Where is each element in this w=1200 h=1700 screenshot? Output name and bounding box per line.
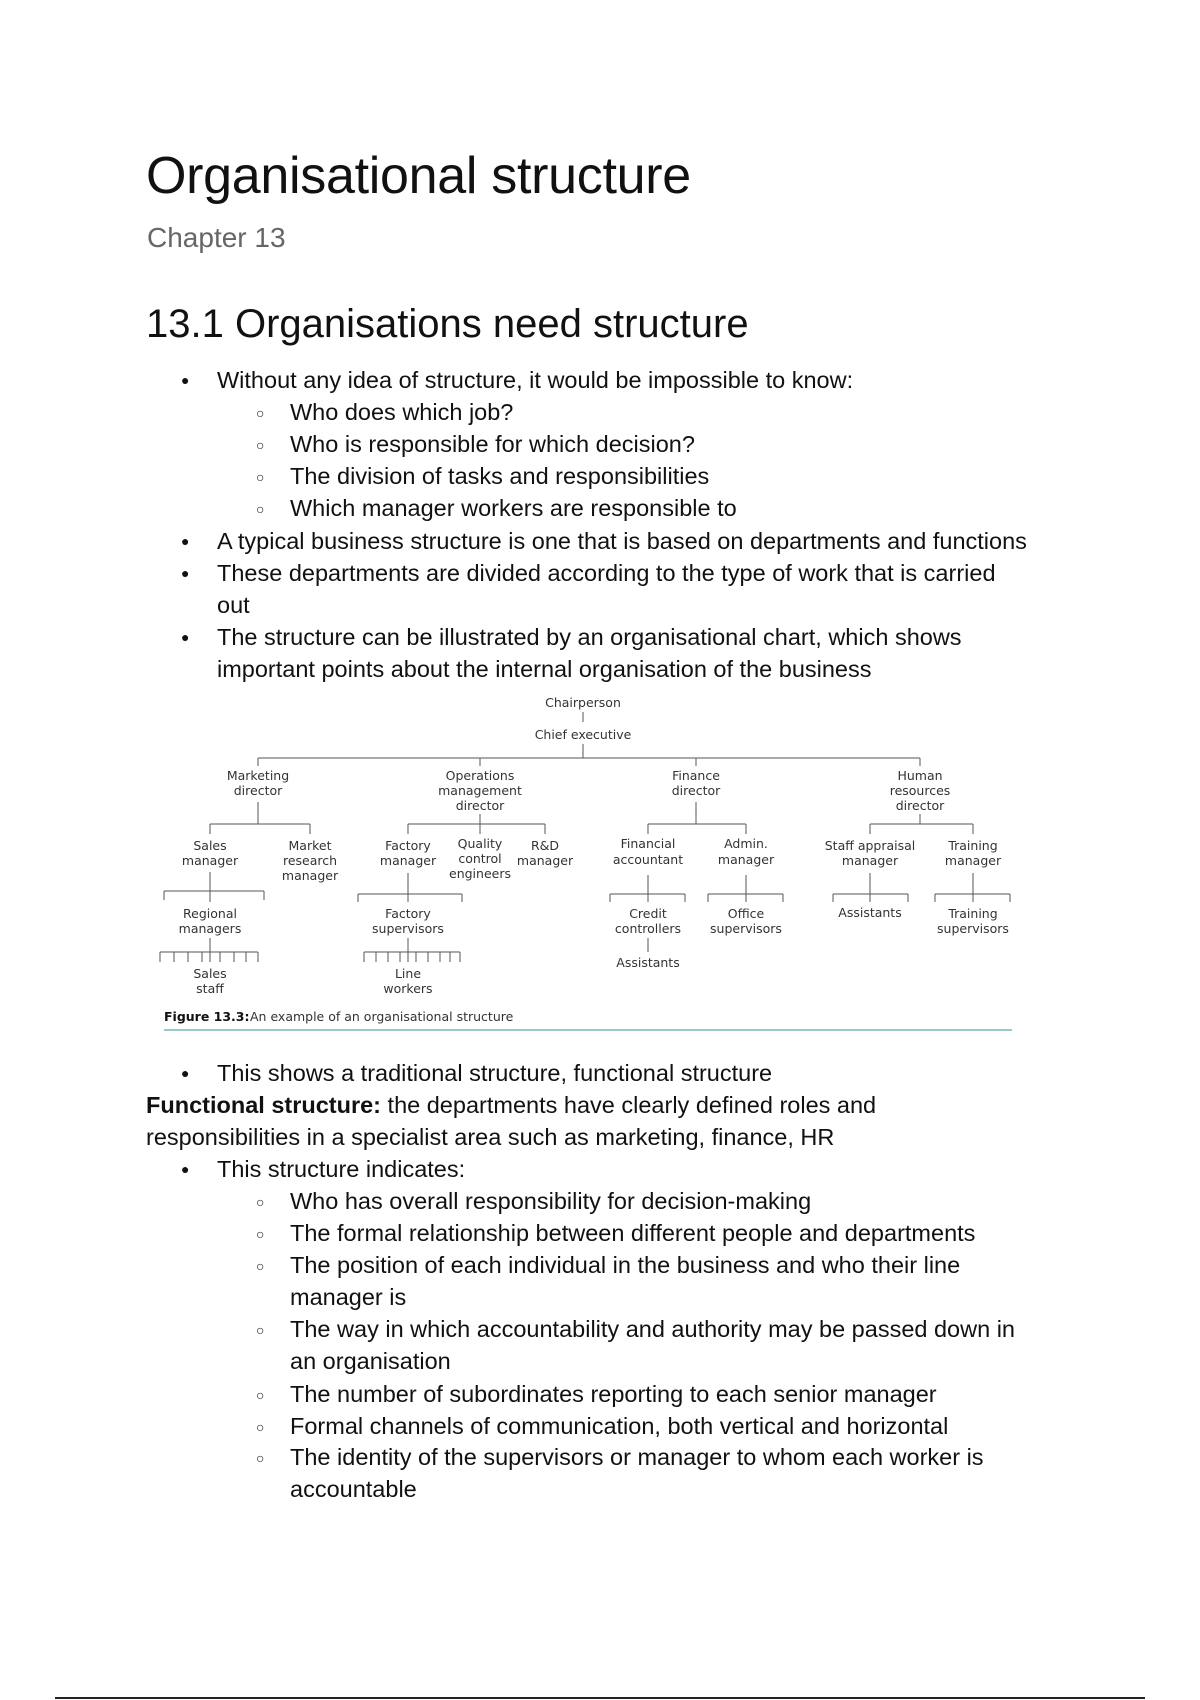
org-node-factory-manager: Factory — [385, 838, 431, 853]
list-item-continuation: out — [217, 592, 250, 618]
list-item-continuation: an organisation — [290, 1348, 451, 1374]
org-node-sales-manager: manager — [181, 853, 239, 868]
org-node-operations-director: Operations — [445, 768, 515, 783]
list-item: ○ The way in which accountability and authority may be passed down in — [290, 1313, 1015, 1345]
definition-line — [146, 1089, 876, 1121]
org-node-sales-staff: staff — [196, 981, 224, 996]
list-item-continuation: important points about the internal organisation of the business — [217, 656, 872, 682]
org-node-rd-manager: manager — [516, 853, 574, 868]
org-node-factory-supervisors: Factory — [385, 906, 431, 921]
definition-continuation: responsibilities in a specialist area such as marketing, finance, HR — [146, 1124, 835, 1150]
list-item: ○ The position of each individual in the business and who their line — [290, 1249, 960, 1281]
org-node-credit-controllers: Credit — [629, 906, 667, 921]
list-item: ● These departments are divided according to the type of work that is carried — [217, 557, 996, 589]
list-item: ○ The number of subordinates reporting to each senior manager — [290, 1378, 937, 1410]
org-node-regional-managers: managers — [178, 921, 242, 936]
footer-rule — [55, 1697, 1145, 1699]
org-node-financial-accountant: accountant — [612, 852, 684, 867]
org-node-market-research-manager: Market — [288, 838, 332, 853]
org-node-finance-director: Finance — [672, 768, 720, 783]
list-item: ● The structure can be illustrated by an organisational chart, which shows — [217, 621, 962, 653]
org-node-operations-director: management — [438, 783, 522, 798]
org-node-staff-appraisal-manager: Staff appraisal — [824, 838, 916, 853]
org-node-hr-director: resources — [889, 783, 951, 798]
org-node-training-manager: Training — [948, 838, 998, 853]
list-item-continuation: accountable — [290, 1476, 417, 1502]
org-node-sales-manager: Sales — [193, 838, 227, 853]
org-node-quality-control-engineers: control — [458, 851, 502, 866]
org-node-quality-control-engineers: Quality — [457, 836, 503, 851]
org-node-office-supervisors: supervisors — [710, 921, 782, 936]
org-node-quality-control-engineers: engineers — [449, 866, 511, 881]
org-node-training-manager: manager — [944, 853, 1002, 868]
list-item: ○ Formal channels of communication, both vertical and horizontal — [290, 1410, 948, 1442]
org-chart-figure — [150, 690, 1030, 1040]
org-node-chief-executive: Chief executive — [534, 727, 632, 742]
list-item: ○ Which manager workers are responsible to — [290, 492, 737, 524]
figure-caption-text: An example of an organisational structure — [250, 1009, 514, 1024]
org-chart — [150, 690, 1030, 1040]
section-heading: 13.1 Organisations need structure — [146, 302, 749, 346]
org-node-chairperson: Chairperson — [545, 695, 621, 710]
org-chart-connectors — [160, 712, 1010, 962]
list-item: ● A typical business structure is one that is based on departments and functions — [217, 525, 1027, 557]
org-node-finance-director: director — [671, 783, 721, 798]
definition-term: Functional structure: — [146, 1092, 382, 1118]
org-node-hr-director: Human — [897, 768, 943, 783]
org-node-hr-director: director — [895, 798, 945, 813]
list-item: ○ The division of tasks and responsibilities — [290, 460, 709, 492]
org-node-market-research-manager: manager — [281, 868, 339, 883]
list-item: ○ Who does which job? — [290, 396, 513, 428]
org-node-credit-controllers: controllers — [614, 921, 682, 936]
list-item: ○ Who is responsible for which decision? — [290, 428, 695, 460]
org-node-training-supervisors: Training — [948, 906, 998, 921]
org-node-factory-supervisors: supervisors — [372, 921, 444, 936]
org-node-office-supervisors: Office — [727, 906, 765, 921]
org-node-marketing-director: director — [233, 783, 283, 798]
org-node-rd-manager: R&D — [530, 838, 560, 853]
page-title: Organisational structure — [146, 147, 691, 205]
org-node-admin-manager: manager — [717, 852, 775, 867]
page-subtitle: Chapter 13 — [147, 222, 286, 253]
org-node-line-workers: Line — [394, 966, 422, 981]
org-node-admin-manager: Admin. — [724, 836, 768, 851]
org-node-market-research-manager: research — [282, 853, 338, 868]
definition-text: the departments have clearly defined roles and — [381, 1092, 877, 1118]
list-item: ○ Who has overall responsibility for decision-making — [290, 1185, 811, 1217]
org-node-operations-director: director — [455, 798, 505, 813]
org-node-assistants-hr: Assistants — [838, 905, 902, 920]
list-item: ● This shows a traditional structure, functional structure — [217, 1057, 772, 1089]
list-item: ● Without any idea of structure, it would be impossible to know: — [217, 364, 853, 396]
org-node-staff-appraisal-manager: manager — [841, 853, 899, 868]
org-node-factory-manager: manager — [379, 853, 437, 868]
list-item: ○ The identity of the supervisors or manager to whom each worker is — [290, 1441, 984, 1473]
org-node-training-supervisors: supervisors — [937, 921, 1009, 936]
list-item: ● This structure indicates: — [217, 1153, 465, 1185]
org-node-regional-managers: Regional — [183, 906, 237, 921]
list-item-continuation: manager is — [290, 1284, 407, 1310]
org-node-line-workers: workers — [383, 981, 433, 996]
org-node-marketing-director: Marketing — [226, 768, 290, 783]
org-node-financial-accountant: Financial — [620, 836, 676, 851]
list-item: ○ The formal relationship between different people and departments — [290, 1217, 975, 1249]
org-node-sales-staff: Sales — [193, 966, 227, 981]
org-node-assistants-finance: Assistants — [616, 955, 680, 970]
figure-caption-label: Figure 13.3: — [164, 1009, 250, 1024]
